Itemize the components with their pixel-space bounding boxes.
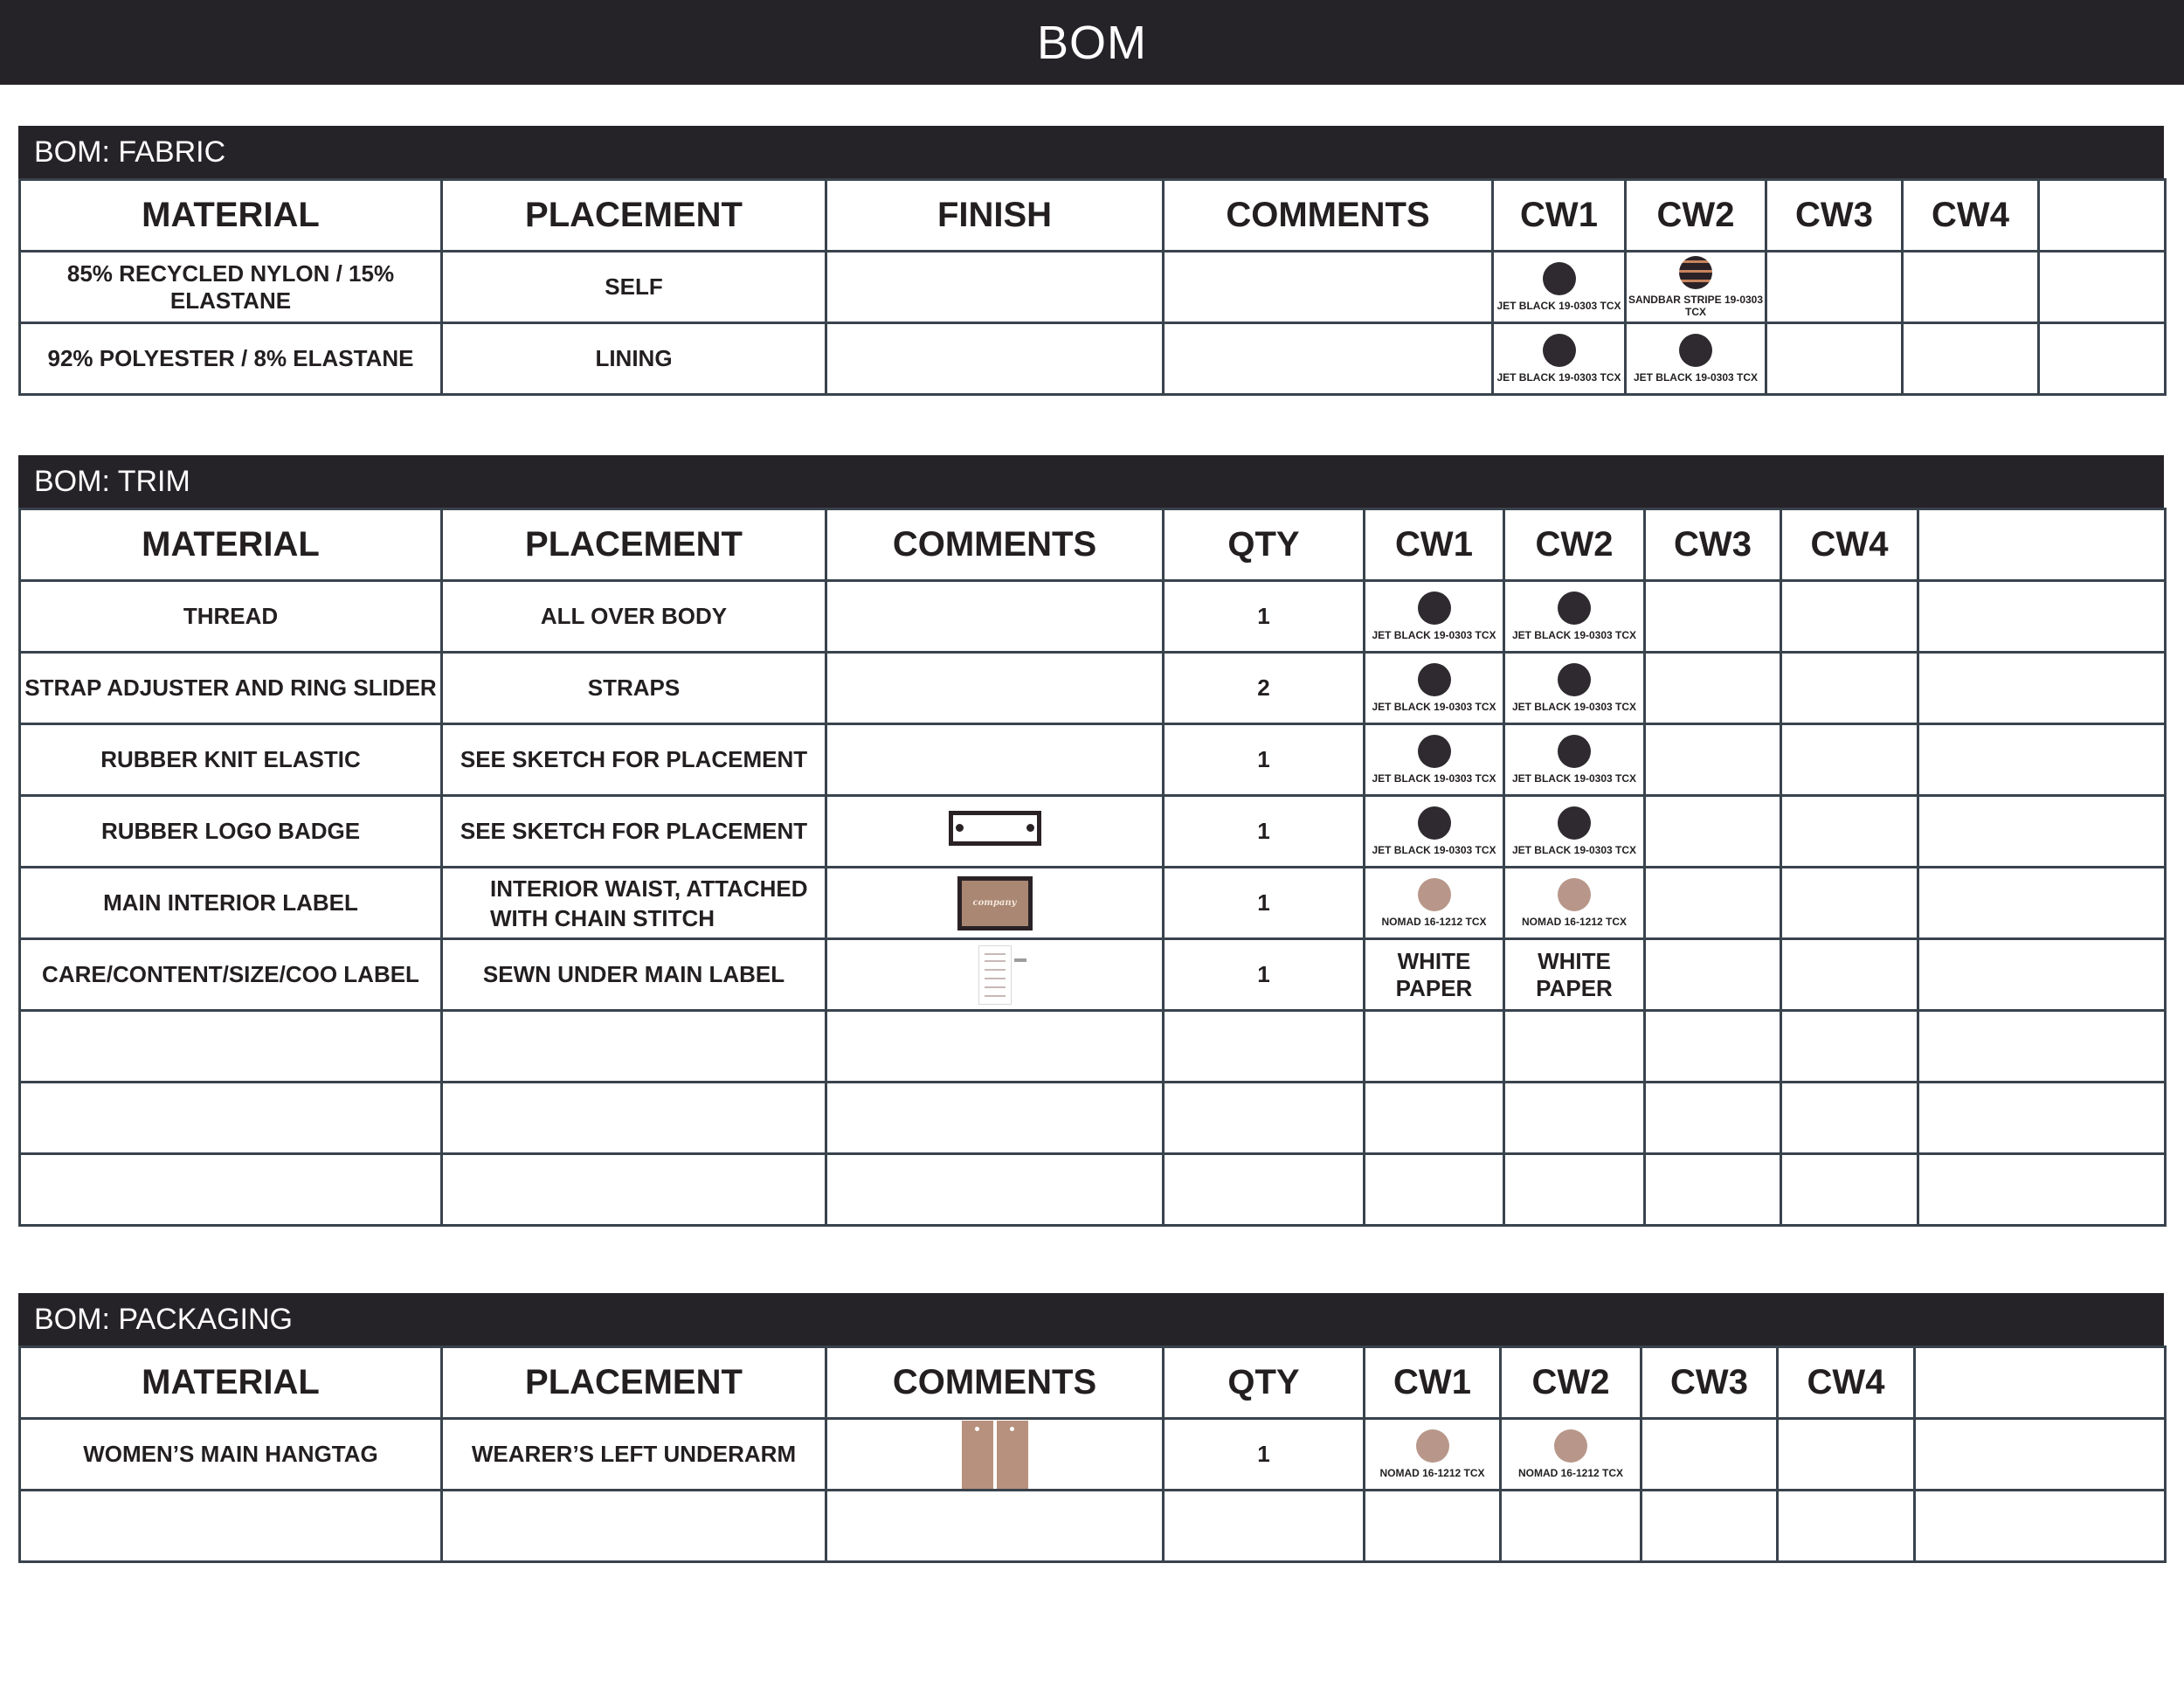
column-header-placement: PLACEMENT <box>442 1347 826 1419</box>
cw1-cell <box>1365 724 1504 796</box>
empty-row <box>20 1154 2166 1226</box>
column-header-cw2: CW2 <box>1504 509 1645 581</box>
table-row <box>20 724 2166 796</box>
table-header-row <box>20 1347 2166 1419</box>
cw4-cell <box>1903 252 2039 323</box>
cw1-cell <box>1365 796 1504 868</box>
empty-row <box>20 1011 2166 1083</box>
blank-cell <box>1918 868 2166 939</box>
table-header-row <box>20 180 2166 252</box>
column-header-material: MATERIAL <box>20 509 442 581</box>
qty-cell: 1 <box>1164 796 1365 868</box>
trim-section-heading: BOM: TRIM <box>18 455 2164 508</box>
sandbar-stripe-swatch <box>1679 256 1712 289</box>
swatch-label: JET BLACK 19-0303 TCX <box>1372 772 1496 785</box>
column-header-blank <box>2039 180 2166 252</box>
jet-black-swatch <box>1558 806 1591 840</box>
fabric-table <box>18 178 2167 396</box>
cw3-cell <box>1645 868 1781 939</box>
care-label-thumbnail <box>978 945 1012 1005</box>
column-header-cw4: CW4 <box>1903 180 2039 252</box>
material-cell: STRAP ADJUSTER AND RING SLIDER <box>20 653 442 724</box>
blank-cell <box>1918 796 2166 868</box>
column-header-cw2: CW2 <box>1501 1347 1641 1419</box>
logo-badge-thumbnail <box>949 811 1041 846</box>
cw3-cell <box>1766 323 1903 395</box>
cw3-cell <box>1645 581 1781 653</box>
empty-row <box>20 1491 2166 1562</box>
swatch-label: NOMAD 16-1212 TCX <box>1379 1467 1485 1479</box>
comments-cell <box>1164 252 1493 323</box>
swatch-label: JET BLACK 19-0303 TCX <box>1372 629 1496 641</box>
cw2-cell <box>1504 653 1645 724</box>
table-row <box>20 1419 2166 1491</box>
swatch-label: JET BLACK 19-0303 TCX <box>1372 701 1496 713</box>
cw3-cell <box>1645 796 1781 868</box>
column-header-qty: QTY <box>1164 509 1365 581</box>
cw4-cell <box>1781 581 1918 653</box>
main-label-thumbnail: company <box>957 876 1033 930</box>
column-header-blank <box>1918 509 2166 581</box>
blank-cell <box>1918 724 2166 796</box>
comments-cell <box>826 868 1164 939</box>
cw2-cell <box>1504 868 1645 939</box>
jet-black-swatch <box>1418 806 1451 840</box>
swatch-label: SANDBAR STRIPE 19-0303 TCX <box>1628 294 1764 318</box>
paper-line: PAPER <box>1395 974 1473 1001</box>
column-header-comments: COMMENTS <box>1164 180 1493 252</box>
blank-cell <box>1918 581 2166 653</box>
placement-cell <box>442 868 826 939</box>
swatch-label: JET BLACK 19-0303 TCX <box>1372 844 1496 856</box>
placement-cell: WEARER’S LEFT UNDERARM <box>442 1419 826 1491</box>
cw3-cell <box>1645 724 1781 796</box>
comments-cell <box>1164 323 1493 395</box>
swatch-label: JET BLACK 19-0303 TCX <box>1496 300 1621 312</box>
hangtag-thumbnail <box>962 1421 1028 1489</box>
column-header-comments: COMMENTS <box>826 509 1164 581</box>
paper-line: PAPER <box>1536 974 1613 1001</box>
cw4-cell <box>1781 653 1918 724</box>
material-cell: RUBBER KNIT ELASTIC <box>20 724 442 796</box>
column-header-finish: FINISH <box>826 180 1164 252</box>
column-header-cw1: CW1 <box>1365 1347 1501 1419</box>
column-header-material: MATERIAL <box>20 1347 442 1419</box>
cw1-cell <box>1365 653 1504 724</box>
column-header-cw4: CW4 <box>1781 509 1918 581</box>
cw4-cell <box>1781 939 1918 1011</box>
placement-cell: LINING <box>442 323 826 395</box>
column-header-cw2: CW2 <box>1626 180 1766 252</box>
empty-row <box>20 1083 2166 1154</box>
jet-black-swatch <box>1543 334 1576 367</box>
cw2-cell <box>1504 939 1645 1011</box>
table-row <box>20 796 2166 868</box>
comments-cell <box>826 653 1164 724</box>
swatch-label: JET BLACK 19-0303 TCX <box>1511 772 1637 785</box>
column-header-qty: QTY <box>1164 1347 1365 1419</box>
swatch-label: NOMAD 16-1212 TCX <box>1381 916 1487 928</box>
cw2-cell <box>1504 796 1645 868</box>
nomad-swatch <box>1416 1429 1449 1463</box>
nomad-swatch <box>1554 1429 1587 1463</box>
column-header-placement: PLACEMENT <box>442 180 826 252</box>
material-cell: 92% POLYESTER / 8% ELASTANE <box>20 323 442 395</box>
swatch-label: NOMAD 16-1212 TCX <box>1521 916 1628 928</box>
paper-line: WHITE <box>1538 947 1611 974</box>
material-cell: MAIN INTERIOR LABEL <box>20 868 442 939</box>
placement-cell: STRAPS <box>442 653 826 724</box>
cw1-cell <box>1365 939 1504 1011</box>
blank-cell <box>1915 1419 2166 1491</box>
table-row <box>20 939 2166 1011</box>
qty-cell: 1 <box>1164 724 1365 796</box>
packaging-table <box>18 1346 2167 1563</box>
paper-line: WHITE <box>1397 947 1471 974</box>
cw1-cell <box>1493 252 1626 323</box>
comments-cell <box>826 796 1164 868</box>
comments-cell <box>826 724 1164 796</box>
swatch-label: JET BLACK 19-0303 TCX <box>1511 629 1637 641</box>
qty-cell: 1 <box>1164 581 1365 653</box>
column-header-cw3: CW3 <box>1766 180 1903 252</box>
cw1-cell <box>1365 1419 1501 1491</box>
comments-cell <box>826 581 1164 653</box>
cw4-cell <box>1778 1419 1915 1491</box>
column-header-blank <box>1915 1347 2166 1419</box>
jet-black-swatch <box>1679 334 1712 367</box>
blank-cell <box>2039 252 2166 323</box>
column-header-cw1: CW1 <box>1493 180 1626 252</box>
swatch-label: JET BLACK 19-0303 TCX <box>1633 371 1759 384</box>
column-header-cw4: CW4 <box>1778 1347 1915 1419</box>
table-row <box>20 323 2166 395</box>
trim-table <box>18 508 2167 1227</box>
material-cell: THREAD <box>20 581 442 653</box>
table-row <box>20 653 2166 724</box>
jet-black-swatch <box>1543 262 1576 295</box>
material-cell: CARE/CONTENT/SIZE/COO LABEL <box>20 939 442 1011</box>
placement-cell: ALL OVER BODY <box>442 581 826 653</box>
jet-black-swatch <box>1418 663 1451 696</box>
material-cell: WOMEN’S MAIN HANGTAG <box>20 1419 442 1491</box>
cw4-cell <box>1781 796 1918 868</box>
table-header-row <box>20 509 2166 581</box>
jet-black-swatch <box>1418 735 1451 768</box>
cw2-cell <box>1501 1419 1641 1491</box>
cw3-cell <box>1645 939 1781 1011</box>
cw4-cell <box>1781 868 1918 939</box>
material-cell: RUBBER LOGO BADGE <box>20 796 442 868</box>
swatch-label: JET BLACK 19-0303 TCX <box>1511 701 1637 713</box>
page-title: BOM <box>0 0 2184 85</box>
placement-line: INTERIOR WAIST, ATTACHED <box>490 875 808 902</box>
finish-cell <box>826 323 1164 395</box>
column-header-comments: COMMENTS <box>826 1347 1164 1419</box>
comments-cell <box>826 939 1164 1011</box>
cw4-cell <box>1903 323 2039 395</box>
material-cell: 85% RECYCLED NYLON / 15% ELASTANE <box>20 252 442 323</box>
packaging-section-heading: BOM: PACKAGING <box>18 1293 2164 1346</box>
jet-black-swatch <box>1418 591 1451 625</box>
cw3-cell <box>1766 252 1903 323</box>
jet-black-swatch <box>1558 663 1591 696</box>
swatch-label: JET BLACK 19-0303 TCX <box>1496 371 1621 384</box>
cw1-cell <box>1493 323 1626 395</box>
nomad-swatch <box>1558 878 1591 911</box>
column-header-cw3: CW3 <box>1641 1347 1778 1419</box>
cw3-cell <box>1645 653 1781 724</box>
cw4-cell <box>1781 724 1918 796</box>
comments-cell <box>826 1419 1164 1491</box>
column-header-cw1: CW1 <box>1365 509 1504 581</box>
placement-line: WITH CHAIN STITCH <box>490 904 715 931</box>
qty-cell: 1 <box>1164 1419 1365 1491</box>
placement-cell: SEE SKETCH FOR PLACEMENT <box>442 724 826 796</box>
fabric-section-heading: BOM: FABRIC <box>18 126 2164 178</box>
column-header-placement: PLACEMENT <box>442 509 826 581</box>
column-header-material: MATERIAL <box>20 180 442 252</box>
column-header-cw3: CW3 <box>1645 509 1781 581</box>
finish-cell <box>826 252 1164 323</box>
cw3-cell <box>1641 1419 1778 1491</box>
cw1-cell <box>1365 581 1504 653</box>
qty-cell: 1 <box>1164 939 1365 1011</box>
table-row <box>20 868 2166 939</box>
swatch-label: JET BLACK 19-0303 TCX <box>1511 844 1637 856</box>
blank-cell <box>1918 939 2166 1011</box>
swatch-label: NOMAD 16-1212 TCX <box>1517 1467 1624 1479</box>
cw1-cell <box>1365 868 1504 939</box>
qty-cell: 2 <box>1164 653 1365 724</box>
blank-cell <box>2039 323 2166 395</box>
placement-cell: SEE SKETCH FOR PLACEMENT <box>442 796 826 868</box>
qty-cell: 1 <box>1164 868 1365 939</box>
cw2-cell <box>1504 724 1645 796</box>
cw2-cell <box>1504 581 1645 653</box>
placement-cell: SEWN UNDER MAIN LABEL <box>442 939 826 1011</box>
jet-black-swatch <box>1558 591 1591 625</box>
placement-cell: SELF <box>442 252 826 323</box>
jet-black-swatch <box>1558 735 1591 768</box>
table-row <box>20 581 2166 653</box>
table-row <box>20 252 2166 323</box>
nomad-swatch <box>1418 878 1451 911</box>
blank-cell <box>1918 653 2166 724</box>
cw2-cell <box>1626 252 1766 323</box>
cw2-cell <box>1626 323 1766 395</box>
